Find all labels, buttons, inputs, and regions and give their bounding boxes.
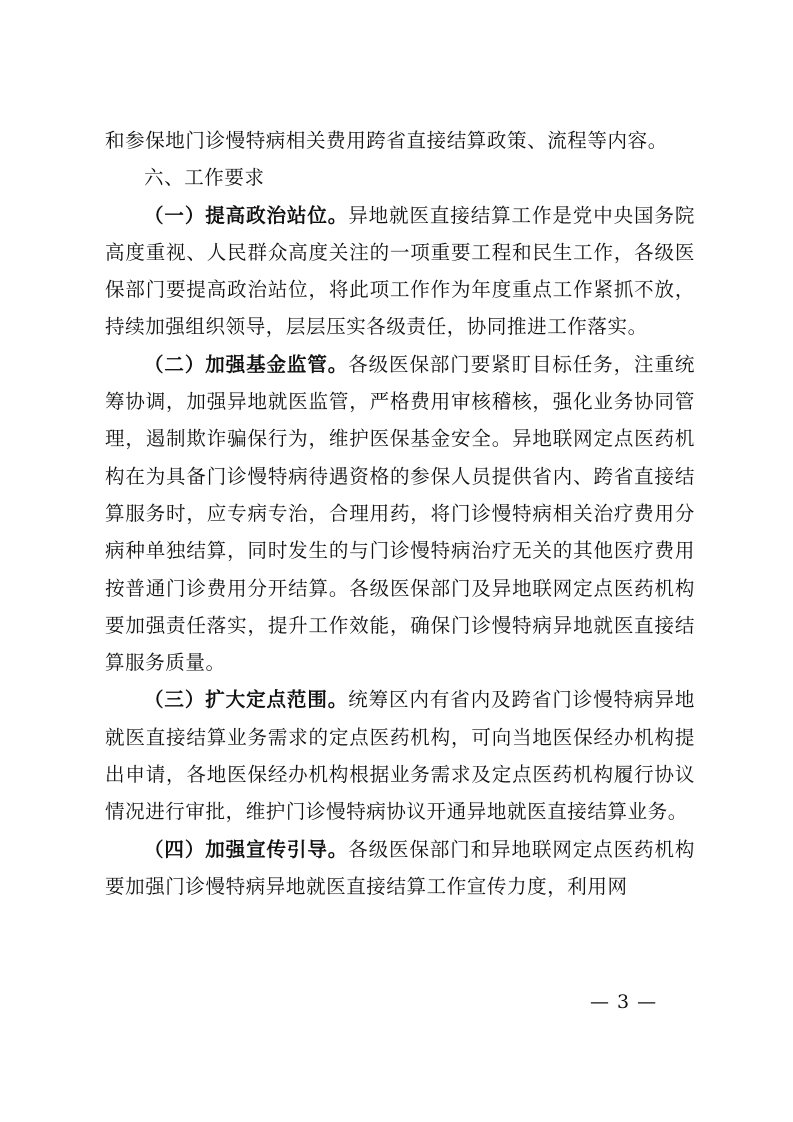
- item-text: 各级医保部门要紧盯目标任务，注重统筹协调，加强异地就医监管，严格费用审核稽核，强化业务协同管理，遏制欺诈骗保行为，维护医保基金安全。异地联网定点医药机构在为具备门诊慢特病待遇资格的参保人员提供省内、跨省直接结算服务时，应专病专治，合理用药，将门诊慢特病相关治疗费用分病种单独结算，同时发生的与门诊慢特病治疗无关的其他医疗费用按普通门诊费用分开结算。各级医保部门及异地联网定点医药机构要加强责任落实，提升工作效能，确保门诊慢特病异地就医直接结算服务质量。: [105, 352, 695, 675]
- section-heading-work-requirements: [105, 159, 695, 196]
- paragraph-continuation: [105, 122, 695, 159]
- item-title: （二）加强基金监管。: [144, 352, 349, 376]
- paragraph-text: 和参保地门诊慢特病相关费用跨省直接结算政策、流程等内容。: [105, 129, 668, 152]
- item-title: （三）扩大定点范围。: [144, 688, 349, 712]
- paragraph-item-1: [105, 197, 695, 346]
- section-heading-text: 六、工作要求: [144, 166, 265, 190]
- item-text: 异地就医直接结算工作是党中央国务院高度重视、人民群众高度关注的一项重要工程和民生工作，各级医保部门要提高政治站位，将此项工作作为年度重点工作紧抓不放，持续加强组织领导，层层压实各级责任，协同推进工作落实。: [105, 203, 695, 339]
- item-text: 各级医保部门和异地联网定点医药机构要加强门诊慢特病异地就医直接结算工作宣传力度，利用网: [105, 837, 695, 898]
- paragraph-item-3: [105, 681, 695, 830]
- page-number: — 3 —: [590, 991, 658, 1013]
- document-body: [105, 122, 695, 905]
- paragraph-item-2: [105, 346, 695, 682]
- item-title: （一）提高政治站位。: [144, 203, 349, 227]
- item-text: 统筹区内有省内及跨省门诊慢特病异地就医直接结算业务需求的定点医药机构，可向当地医保经办机构提出申请，各地医保经办机构根据业务需求及定点医药机构履行协议情况进行审批，维护门诊慢特病协议开通异地就医直接结算业务。: [105, 688, 695, 824]
- item-title: （四）加强宣传引导。: [144, 837, 349, 861]
- paragraph-item-4: [105, 831, 695, 906]
